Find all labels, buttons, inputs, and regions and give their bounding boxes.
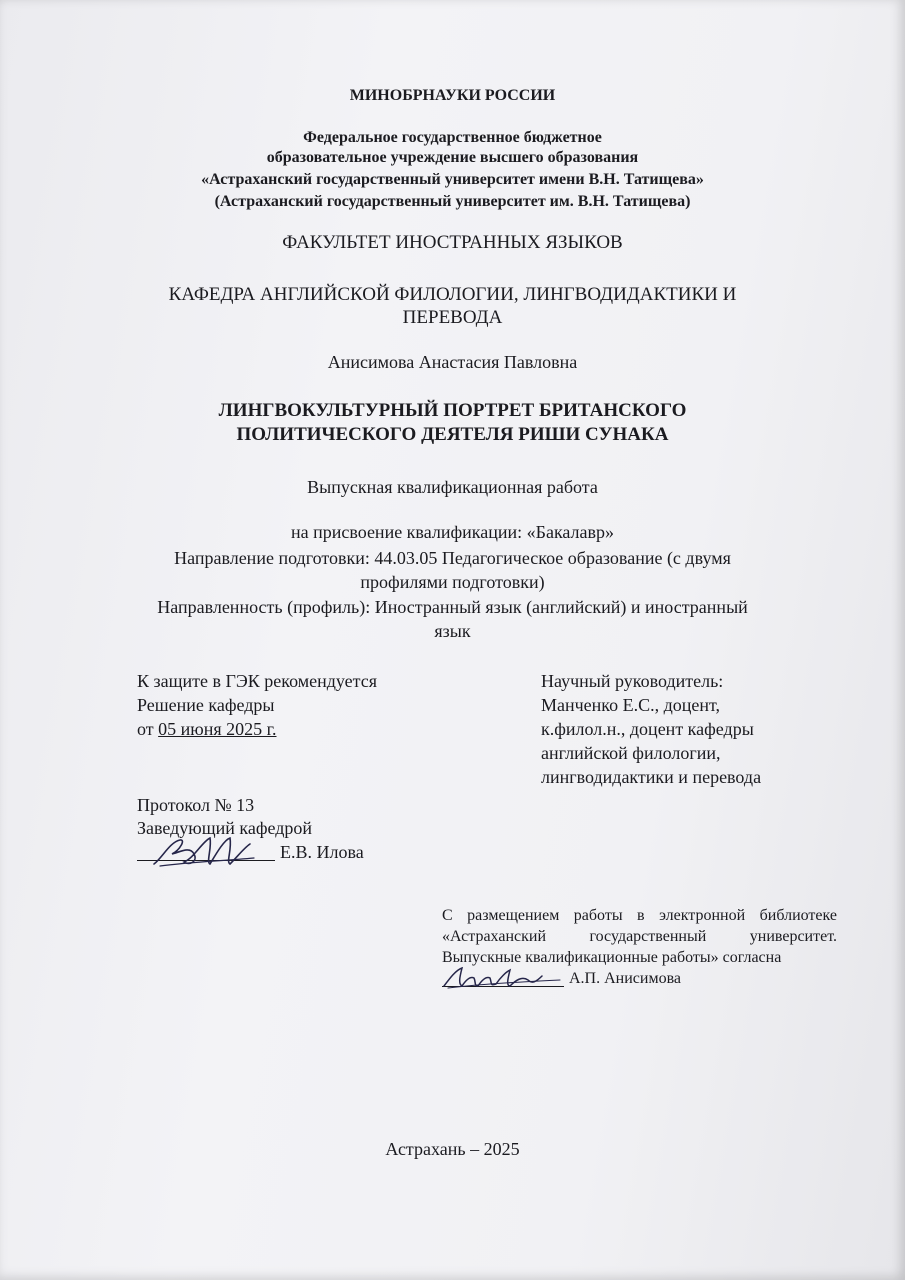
consent-line-3: Выпускные квалификационные работы» согласна [442,949,782,966]
institution-line-2: образовательное учреждение высшего образования [266,149,639,166]
head-signature-image [150,828,262,874]
department-line-2: ПЕРЕВОДА [402,307,503,328]
city-year: Астрахань – 2025 [385,1139,520,1159]
qualification: на присвоение квалификации: «Бакалавр» [290,522,615,542]
direction-line-1: Направление подготовки: 44.03.05 Педагогическое образование (с двумя [174,548,731,568]
thesis-title-line-1: ЛИНГВОКУЛЬТУРНЫЙ ПОРТРЕТ БРИТАНСКОГО [218,400,687,421]
defense-recommendation: К защите в ГЭК рекомендуется [137,671,378,691]
department-decision: Решение кафедры [137,695,275,715]
ministry-heading: МИНОБРНАУКИ РОССИИ [349,87,556,104]
author-name: Анисимова Анастасия Павловна [327,352,578,372]
decision-date: 05 июня 2025 г. [158,719,277,739]
decision-date-prefix: от [137,719,159,739]
supervisor-degree: к.филол.н., доцент кафедры [541,719,754,739]
consent-line-1: С размещением работы в электронной библиотеке [442,907,837,924]
supervisor-department-line-2: лингводидактики и перевода [541,767,762,787]
supervisor-name: Манченко Е.С., доцент, [541,695,721,715]
institution-line-4: (Астраханский государственный университет им. В.Н. Татищева) [214,193,691,210]
consent-line-2: «Астраханский государственный университет. [442,928,837,945]
institution-line-3: «Астраханский государственный университет имени В.Н. Татищева» [201,171,704,188]
direction-line-2: профилями подготовки) [360,572,545,592]
decision-date-line [137,719,277,740]
head-of-department-name: Е.В. Илова [280,842,364,862]
supervisor-label: Научный руководитель: [541,671,724,691]
protocol-number: Протокол № 13 [137,795,255,815]
faculty-name: ФАКУЛЬТЕТ ИНОСТРАННЫХ ЯЗЫКОВ [282,232,623,253]
profile-line-1: Направленность (профиль): Иностранный язык (английский) и иностранный [157,597,748,617]
thesis-title-line-2: ПОЛИТИЧЕСКОГО ДЕЯТЕЛЯ РИШИ СУНАКА [236,424,669,445]
work-type: Выпускная квалификационная работа [307,477,598,497]
profile-line-2: язык [434,621,471,641]
department-line-1: КАФЕДРА АНГЛИЙСКОЙ ФИЛОЛОГИИ, ЛИНГВОДИДАКТИКИ И [168,284,737,305]
supervisor-department-line-1: английской филологии, [541,743,721,763]
head-of-department-label: Заведующий кафедрой [137,818,313,838]
consent-signer-name: А.П. Анисимова [569,970,682,987]
institution-line-1: Федеральное государственное бюджетное [303,129,602,146]
consent-signature-image [440,962,566,994]
